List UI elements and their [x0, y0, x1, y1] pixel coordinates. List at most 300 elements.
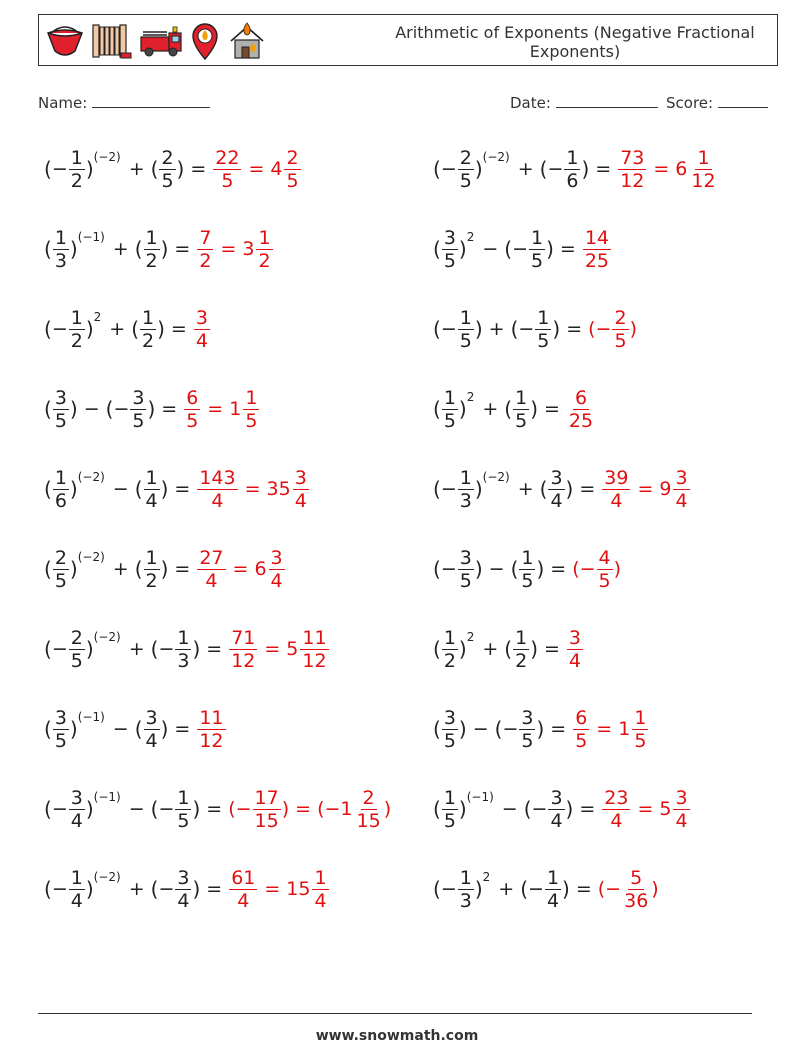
denominator: 12 [691, 169, 716, 192]
fraction [269, 547, 285, 592]
minus-sign: − [440, 318, 457, 340]
minus-sign: − [158, 638, 175, 660]
denominator: 2 [199, 249, 212, 272]
numerator: 1 [515, 386, 528, 409]
equals-sign: = [544, 398, 560, 420]
open-paren: ( [134, 557, 143, 581]
minus-sign: − [518, 318, 535, 340]
fraction [632, 707, 648, 752]
equals-sign: = [566, 318, 583, 340]
open-paren: ( [523, 797, 532, 821]
problem-17 [44, 779, 391, 839]
fraction [175, 627, 191, 672]
operator: − [83, 398, 100, 420]
answer [196, 547, 226, 592]
problem-8 [433, 379, 596, 439]
answer [566, 387, 596, 432]
operator: + [112, 558, 129, 580]
denominator: 5 [177, 809, 190, 832]
numerator: 1 [459, 306, 472, 329]
open-paren: ( [150, 877, 159, 901]
name-field[interactable] [38, 93, 210, 112]
denominator: 4 [550, 489, 563, 512]
fraction [69, 787, 85, 832]
minus-sign: − [158, 798, 175, 820]
fraction [53, 707, 69, 752]
numerator: 3 [459, 546, 472, 569]
close-paren: ) [474, 877, 483, 901]
exponent: 2 [482, 870, 491, 884]
numerator: 1 [521, 546, 534, 569]
close-paren: ) [474, 557, 483, 581]
problem-2 [433, 139, 719, 199]
close-paren: ) [565, 477, 574, 501]
numerator: 1 [515, 626, 528, 649]
exponent: (−2) [77, 470, 105, 484]
denominator: 4 [270, 569, 283, 592]
numerator: 3 [54, 386, 67, 409]
denominator: 5 [634, 729, 647, 752]
name-blank[interactable] [92, 93, 210, 108]
fraction [618, 147, 646, 192]
numerator: 3 [550, 466, 563, 489]
answer [193, 307, 211, 352]
operator: − [501, 798, 518, 820]
answer-equals-sign: = [653, 158, 670, 180]
open-paren: ( [134, 237, 143, 261]
fraction [458, 307, 474, 352]
numerator: 1 [443, 626, 456, 649]
close-paren: ) [546, 237, 554, 261]
open-paren: ( [44, 317, 52, 341]
answer [566, 627, 584, 672]
denominator: 2 [70, 169, 83, 192]
answer-open-paren: (− [597, 878, 622, 900]
answer-close-paren: ) [613, 558, 622, 580]
denominator: 4 [675, 809, 688, 832]
denominator: 25 [568, 409, 594, 432]
denominator: 4 [70, 889, 83, 912]
problem-5 [44, 299, 211, 359]
close-paren: ) [536, 557, 545, 581]
operator: − [488, 558, 505, 580]
close-paren: ) [530, 637, 538, 661]
answer-equals-sign: = [232, 558, 249, 580]
numerator: 6 [575, 706, 588, 729]
score-blank[interactable] [718, 93, 768, 108]
equals-sign: = [174, 558, 191, 580]
equals-sign: = [579, 798, 596, 820]
problem-20 [433, 859, 659, 919]
answer-open-paren: (− [572, 558, 596, 580]
fraction [243, 387, 259, 432]
denominator: 4 [568, 649, 582, 672]
fraction [229, 867, 257, 912]
denominator: 5 [245, 409, 258, 432]
numerator: 5 [630, 866, 643, 889]
minus-sign: − [51, 318, 68, 340]
operator: + [128, 158, 145, 180]
answer [286, 867, 329, 912]
fraction [519, 707, 535, 752]
problem-19 [44, 859, 330, 919]
numerator: 3 [132, 386, 145, 409]
numerator: 6 [574, 386, 588, 409]
date-blank[interactable] [556, 93, 658, 108]
name-label: Name: [38, 94, 88, 112]
fraction [175, 867, 191, 912]
operator: + [488, 318, 505, 340]
close-paren: ) [192, 877, 201, 901]
answer [228, 627, 258, 672]
minus-sign: − [51, 798, 68, 820]
exponent: (−2) [482, 470, 510, 484]
open-paren: ( [150, 637, 159, 661]
fraction [69, 147, 85, 192]
answer-equals-sign: = [264, 878, 281, 900]
problem-13 [44, 619, 330, 679]
denominator: 4 [314, 889, 327, 912]
answer-open-paren: (− [588, 318, 612, 340]
minus-sign: − [531, 798, 548, 820]
open-paren: ( [433, 237, 441, 261]
answer [254, 547, 285, 592]
open-paren: ( [433, 157, 441, 181]
fraction [548, 787, 564, 832]
minus-sign: − [158, 878, 175, 900]
fraction [513, 387, 529, 432]
fraction [564, 147, 580, 192]
numerator: 2 [161, 146, 174, 169]
burning-house-icon [227, 21, 267, 61]
equals-sign: = [174, 478, 191, 500]
answer [618, 707, 649, 752]
answer-equals-sign: = [220, 238, 237, 260]
close-paren: ) [85, 157, 94, 181]
answer-close-paren: ) [651, 878, 659, 900]
answer-whole: 35 [266, 478, 291, 500]
fraction [567, 627, 583, 672]
footer-url: www.snowmath.com [315, 1028, 479, 1044]
denominator: 4 [70, 809, 83, 832]
open-paren: ( [44, 477, 52, 501]
open-paren: ( [433, 557, 441, 581]
open-paren: ( [105, 397, 114, 421]
numerator: 4 [598, 546, 611, 569]
fraction [253, 787, 281, 832]
denominator: 4 [145, 489, 158, 512]
worksheet-title: Arithmetic of Exponents (Negative Fractional Exponents) [395, 23, 755, 61]
close-paren: ) [458, 797, 467, 821]
header-icons [45, 19, 267, 63]
numerator: 3 [443, 706, 456, 729]
problem-3 [44, 219, 274, 279]
open-paren: ( [44, 877, 52, 901]
close-paren: ) [192, 797, 201, 821]
numerator: 1 [443, 386, 456, 409]
equals-sign: = [174, 718, 191, 740]
numerator: 1 [54, 226, 67, 249]
fraction [519, 547, 535, 592]
fraction [597, 547, 613, 592]
numerator: 61 [231, 866, 256, 889]
open-paren: ( [433, 797, 441, 821]
numerator: 1 [70, 306, 83, 329]
open-paren: ( [433, 717, 441, 741]
answer [601, 467, 631, 512]
numerator: 3 [675, 466, 688, 489]
problem-14 [433, 619, 584, 679]
problem-16 [433, 699, 649, 759]
open-paren: ( [134, 717, 143, 741]
fraction [53, 387, 69, 432]
numerator: 3 [521, 706, 534, 729]
denominator: 15 [254, 809, 279, 832]
close-paren: ) [536, 717, 545, 741]
minus-sign: − [512, 238, 529, 260]
equals-sign: = [170, 318, 187, 340]
fraction [442, 227, 458, 272]
answer-whole: 6 [675, 158, 688, 180]
denominator: 2 [443, 649, 456, 672]
close-paren: ) [69, 237, 78, 261]
fraction [293, 467, 309, 512]
equals-sign: = [550, 558, 567, 580]
answer-equals-sign: = [295, 798, 312, 820]
answer [267, 467, 310, 512]
denominator: 36 [624, 889, 649, 912]
fraction [144, 227, 160, 272]
denominator: 4 [237, 889, 250, 912]
fraction [567, 387, 595, 432]
numerator: 2 [614, 306, 627, 329]
fraction [300, 627, 328, 672]
equals-sign: = [575, 878, 592, 900]
denominator: 6 [54, 489, 67, 512]
numerator: 1 [145, 226, 158, 249]
fraction [229, 627, 257, 672]
equals-sign: = [206, 878, 223, 900]
equals-sign: = [190, 158, 207, 180]
numerator: 1 [546, 866, 560, 889]
denominator: 4 [177, 889, 190, 912]
exponent: 2 [466, 390, 475, 404]
fraction [144, 467, 160, 512]
numerator: 1 [177, 626, 190, 649]
fraction [197, 467, 237, 512]
numerator: 2 [54, 546, 67, 569]
numerator: 71 [231, 626, 256, 649]
fraction [612, 307, 628, 352]
equals-sign: = [161, 398, 178, 420]
fraction [689, 147, 717, 192]
open-paren: ( [44, 637, 52, 661]
answer-close-paren: ) [383, 798, 392, 820]
score-field[interactable] [666, 93, 768, 112]
fraction [602, 787, 630, 832]
denominator: 5 [443, 729, 456, 752]
equals-sign: = [206, 638, 223, 660]
fraction [69, 307, 85, 352]
denominator: 5 [598, 569, 611, 592]
fraction [673, 787, 689, 832]
answer-close-paren: ) [281, 798, 290, 820]
answer-equals-sign: = [637, 798, 654, 820]
fraction [545, 867, 561, 912]
denominator: 4 [675, 489, 688, 512]
open-paren: ( [539, 157, 548, 181]
answer-whole: 6 [254, 558, 267, 580]
numerator: 3 [568, 626, 582, 649]
answer-whole: 5 [286, 638, 299, 660]
numerator: 1 [566, 146, 579, 169]
open-paren: ( [44, 797, 52, 821]
open-paren: ( [44, 557, 52, 581]
exponent: 2 [466, 230, 475, 244]
denominator: 25 [584, 249, 610, 272]
answer [270, 147, 301, 192]
denominator: 5 [521, 569, 534, 592]
numerator: 1 [531, 226, 544, 249]
denominator: 5 [614, 329, 627, 352]
denominator: 12 [302, 649, 327, 672]
close-paren: ) [458, 637, 467, 661]
denominator: 2 [258, 249, 271, 272]
fraction [184, 387, 200, 432]
fraction [458, 147, 474, 192]
close-paren: ) [192, 637, 201, 661]
numerator: 11 [302, 626, 327, 649]
equals-sign: = [544, 638, 560, 660]
fraction [53, 547, 69, 592]
numerator: 1 [258, 226, 271, 249]
numerator: 1 [537, 306, 550, 329]
open-paren: ( [44, 717, 52, 741]
numerator: 1 [314, 866, 327, 889]
equals-sign: = [579, 478, 596, 500]
exponent: 2 [93, 310, 102, 324]
problem-1 [44, 139, 302, 199]
close-paren: ) [160, 477, 169, 501]
answer [617, 147, 647, 192]
close-paren: ) [157, 317, 165, 341]
minus-sign: − [440, 478, 457, 500]
fraction [197, 227, 213, 272]
close-paren: ) [458, 237, 467, 261]
operator: + [112, 238, 129, 260]
problem-12 [433, 539, 621, 599]
numerator: 1 [459, 866, 472, 889]
fraction [458, 547, 474, 592]
answer-equals-sign: = [244, 478, 261, 500]
denominator: 15 [356, 809, 381, 832]
numerator: 1 [443, 786, 456, 809]
fraction [69, 627, 85, 672]
open-paren: ( [433, 637, 441, 661]
denominator: 5 [521, 729, 534, 752]
answer-equals-sign: = [248, 158, 265, 180]
fraction [144, 547, 160, 592]
answer [229, 387, 260, 432]
denominator: 5 [54, 569, 67, 592]
equals-sign: = [595, 158, 612, 180]
close-paren: ) [474, 157, 483, 181]
numerator: 3 [70, 786, 83, 809]
operator: + [128, 878, 145, 900]
fraction [513, 627, 529, 672]
denominator: 4 [546, 889, 560, 912]
date-field[interactable] [510, 93, 658, 112]
denominator: 5 [70, 649, 83, 672]
open-paren: ( [504, 397, 513, 421]
minus-sign: − [440, 158, 457, 180]
numerator: 1 [142, 306, 155, 329]
answer [228, 867, 258, 912]
denominator: 2 [142, 329, 155, 352]
fire-bucket-icon [45, 21, 85, 61]
exponent: 2 [466, 630, 475, 644]
answer-open-paren: ( [317, 798, 325, 820]
answer-equals-sign: = [264, 638, 281, 660]
answer [196, 227, 214, 272]
open-paren: ( [433, 397, 441, 421]
fraction [535, 307, 551, 352]
numerator: 14 [584, 226, 610, 249]
operator: − [472, 718, 489, 740]
close-paren: ) [69, 717, 78, 741]
close-paren: ) [458, 717, 467, 741]
denominator: 4 [610, 809, 623, 832]
close-paren: ) [176, 157, 185, 181]
fraction [458, 467, 474, 512]
worksheet-header [38, 14, 778, 66]
numerator: 1 [145, 466, 158, 489]
answer-whole: 15 [286, 878, 311, 900]
problem-10 [433, 459, 691, 519]
operator: + [498, 878, 515, 900]
open-paren: ( [134, 477, 143, 501]
minus-sign: − [502, 718, 519, 740]
denominator: 5 [515, 409, 528, 432]
denominator: 5 [459, 329, 472, 352]
problem-9 [44, 459, 310, 519]
denominator: 5 [537, 329, 550, 352]
close-paren: ) [565, 797, 574, 821]
equals-sign: = [550, 718, 567, 740]
answer [196, 707, 226, 752]
open-paren: ( [433, 877, 441, 901]
exponent: (−1) [93, 790, 121, 804]
fire-location-icon [189, 21, 221, 61]
operator: − [112, 478, 129, 500]
date-label: Date: [510, 94, 551, 112]
numerator: 3 [675, 786, 688, 809]
fraction [442, 707, 458, 752]
numerator: 23 [604, 786, 629, 809]
denominator: 5 [186, 409, 199, 432]
problem-11 [44, 539, 286, 599]
answer-whole: 1 [340, 798, 353, 820]
minus-sign: − [51, 638, 68, 660]
answer-whole: 9 [659, 478, 672, 500]
denominator: 5 [161, 169, 174, 192]
fraction [159, 147, 175, 192]
denominator: 6 [566, 169, 579, 192]
answer [317, 787, 391, 832]
operator: + [517, 478, 534, 500]
answer-whole: 5 [659, 798, 672, 820]
denominator: 3 [177, 649, 190, 672]
